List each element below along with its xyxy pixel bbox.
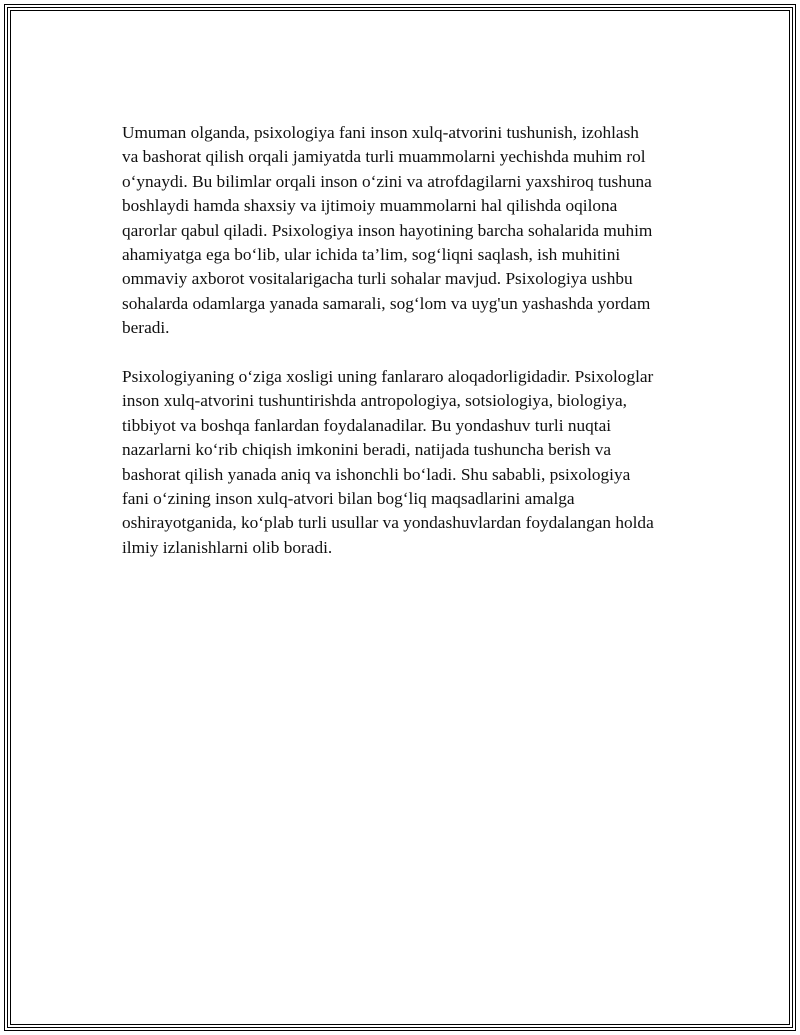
paragraph-2: Psixologiyaning o‘ziga xosligi uning fanlararo aloqadorligidadir. Psixologlar inson xulq-atvorini tushuntirishda antropologiya, sotsiologiya, biologiya, tibbiyot va boshqa fanlardan foydalanadilar. Bu yondashuv turli nuqtai nazarlarni ko‘rib chiqish imkonini beradi, natijada tushuncha berish va bashorat qilish yanada aniq va ishonchli bo‘ladi. Shu sababli, psixologiya fani o‘zining inson xulq-atvori bilan bog‘liq maqsadlarini amalga oshirayotganida, ko‘plab turli usullar va yondashuvlardan foydalangan holda ilmiy izlanishlarni olib boradi. (122, 367, 654, 557)
document-body (122, 121, 696, 585)
page-border (4, 4, 796, 1031)
paragraph-1: Umuman olganda, psixologiya fani inson xulq-atvorini tushunish, izohlash va bashorat qilish orqali jamiyatda turli muammolarni yechishda muhim rol o‘ynaydi. Bu bilimlar orqali inson o‘zini va atrofdagilarni yaxshiroq tushuna boshlaydi hamda shaxsiy va ijtimoiy muammolarni hal qilishda oqilona qarorlar qabul qiladi. Psixologiya inson hayotining barcha sohalarida muhim ahamiyatga ega bo‘lib, ular ichida ta’lim, sog‘liqni saqlash, ish muhitini ommaviy axborot vositalarigacha turli sohalar mavjud. Psixologiya ushbu sohalarda odamlarga yanada samarali, sog‘lom va uyg'un yashashda yordam beradi. (122, 123, 653, 338)
